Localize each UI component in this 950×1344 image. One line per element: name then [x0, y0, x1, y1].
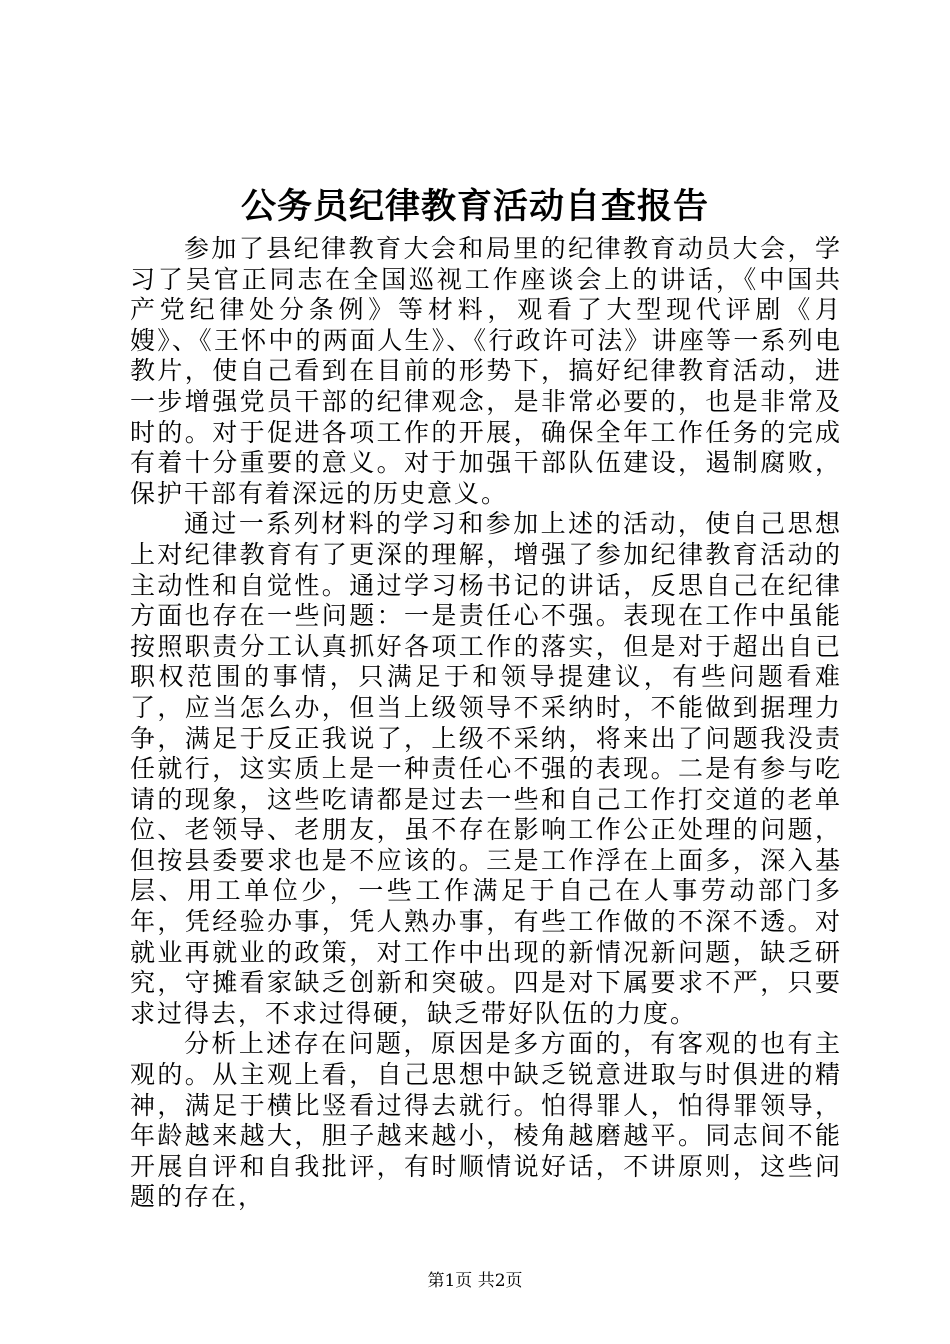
paragraph-2: 通过一系列材料的学习和参加上述的活动，使自己思想上对纪律教育有了更深的理解，增强了参加纪律教育活动的主动性和自觉性。通过学习杨书记的讲话，反思自己在纪律方面也存在一些问题：一是责任心不强。表现在工作中虽能按照职责分工认真抓好各项工作的落实，但是对于超出自已职权范围的事情，只满足于和领导提建议，有些问题看难了，应当怎么办，但当上级领导不采纳时，不能做到据理力争，满足于反正我说了，上级不采纳，将来出了问题我没责任就行，这实质上是一种责任心不强的表现。二是有参与吃请的现象，这些吃请都是过去一些和自己工作打交道的老单位、老领导、老朋友，虽不存在影响工作公正处理的问题，但按县委要求也是不应该的。三是工作浮在上面多，深入基层、用工单位少，一些工作满足于自己在人事劳动部门多年，凭经验办事，凭人熟办事，有些工作做的不深不透。对就业再就业的政策，对工作中出现的新情况新问题，缺乏研究，守摊看家缺乏创新和突破。四是对下属要求不严，只要求过得去，不求过得硬，缺乏带好队伍的力度。 — [130, 509, 842, 1028]
paragraph-3: 分析上述存在问题，原因是多方面的，有客观的也有主观的。从主观上看，自己思想中缺乏锐意进取与时俱进的精神，满足于横比竖看过得去就行。怕得罪人，怕得罪领导，年龄越来越大，胆子越来越小，棱角越磨越平。同志间不能开展自评和自我批评，有时顺情说好话，不讲原则，这些问题的存在， — [130, 1029, 842, 1212]
document-title: 公务员纪律教育活动自查报告 — [240, 187, 709, 227]
document-body — [130, 234, 842, 1213]
paragraph-1: 参加了县纪律教育大会和局里的纪律教育动员大会，学习了吴官正同志在全国巡视工作座谈会上的讲话，《中国共产党纪律处分条例》等材料，观看了大型现代评剧《月嫂》、《王怀中的两面人生》、《行政许可法》讲座等一系列电教片，使自己看到在目前的形势下，搞好纪律教育活动，进一步增强党员干部的纪律观念，是非常必要的，也是非常及时的。对于促进各项工作的开展，确保全年工作任务的完成有着十分重要的意义。对于加强干部队伍建设，遏制腐败，保护干部有着深远的历史意义。 — [130, 234, 842, 508]
page-number-footer: 第1页 共2页 — [427, 1271, 523, 1291]
